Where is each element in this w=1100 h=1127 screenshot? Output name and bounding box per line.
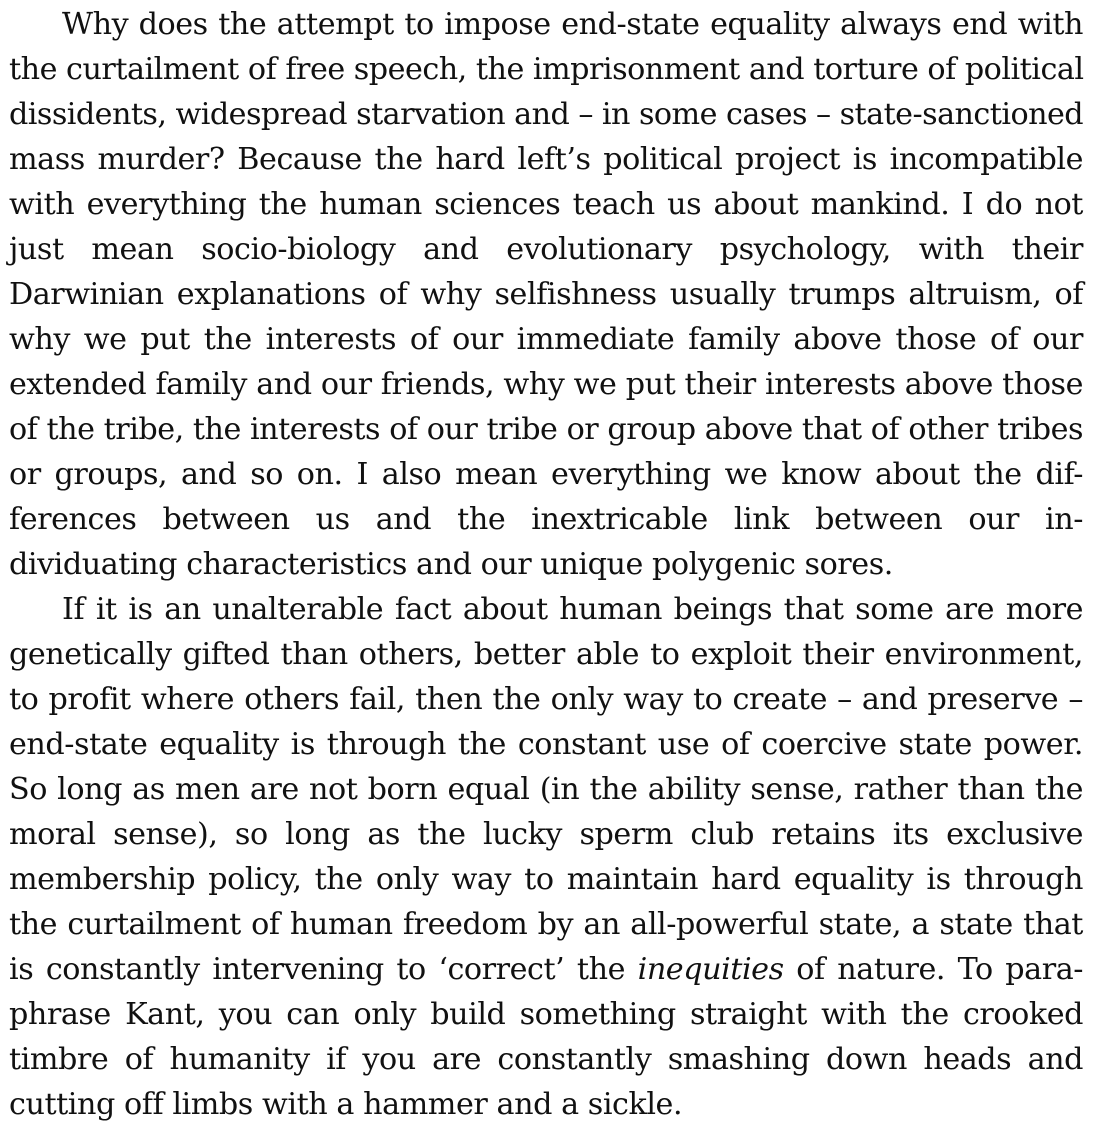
text-line: to profit where others fail, then the only way to create – and preserve – xyxy=(9,682,1083,717)
text-line: Darwinian explanations of why selfishness usually trumps altruism, of xyxy=(9,277,1083,312)
text-line: Why does the attempt to impose end-state equality always end with xyxy=(62,7,1083,42)
text-line: genetically gifted than others, better able to exploit their environment, xyxy=(9,637,1083,672)
text-line: extended family and our friends, why we put their interests above those xyxy=(9,367,1083,402)
text-line: the curtailment of human freedom by an all-powerful state, a state that xyxy=(9,907,1083,942)
text-line: cutting off limbs with a hammer and a sickle. xyxy=(9,1087,683,1122)
text-line: phrase Kant, you can only build something straight with the crooked xyxy=(9,997,1083,1032)
text-line: So long as men are not born equal (in the ability sense, rather than the xyxy=(9,772,1083,807)
text-line: dissidents, widespread starvation and – in some cases – state-sanctioned xyxy=(9,97,1084,132)
text-line: If it is an unalterable fact about human beings that some are more xyxy=(62,592,1083,627)
text-line: with everything the human sciences teach us about mankind. I do not xyxy=(9,187,1083,222)
text-segment: is constantly intervening to ‘correct’ the xyxy=(9,952,625,987)
paragraph-1 xyxy=(9,2,1083,587)
text-line: membership policy, the only way to maintain hard equality is through xyxy=(9,862,1083,897)
text-line: mass murder? Because the hard left’s political project is incompatible xyxy=(9,142,1083,177)
text-line: why we put the interests of our immediate family above those of our xyxy=(9,322,1083,357)
text-line xyxy=(9,947,1083,992)
text-line: dividuating characteristics and our unique polygenic sores. xyxy=(9,547,893,582)
text-line: the curtailment of free speech, the imprisonment and torture of political xyxy=(9,52,1084,87)
text-line: of the tribe, the interests of our tribe or group above that of other tribes xyxy=(9,412,1083,447)
text-line: just mean socio-biology and evolutionary psychology, with their xyxy=(9,232,1083,267)
text-line: end-state equality is through the constant use of coercive state power. xyxy=(9,727,1083,762)
text-line: or groups, and so on. I also mean everything we know about the dif- xyxy=(9,457,1083,492)
emphasized-word: inequities xyxy=(637,952,784,987)
text-segment: of nature. To para- xyxy=(796,952,1084,987)
text-line: timbre of humanity if you are constantly smashing down heads and xyxy=(9,1042,1083,1077)
text-line: ferences between us and the inextricable link between our in- xyxy=(9,502,1083,537)
text-line: moral sense), so long as the lucky sperm club retains its exclusive xyxy=(9,817,1083,852)
paragraph-2 xyxy=(9,587,1083,1127)
